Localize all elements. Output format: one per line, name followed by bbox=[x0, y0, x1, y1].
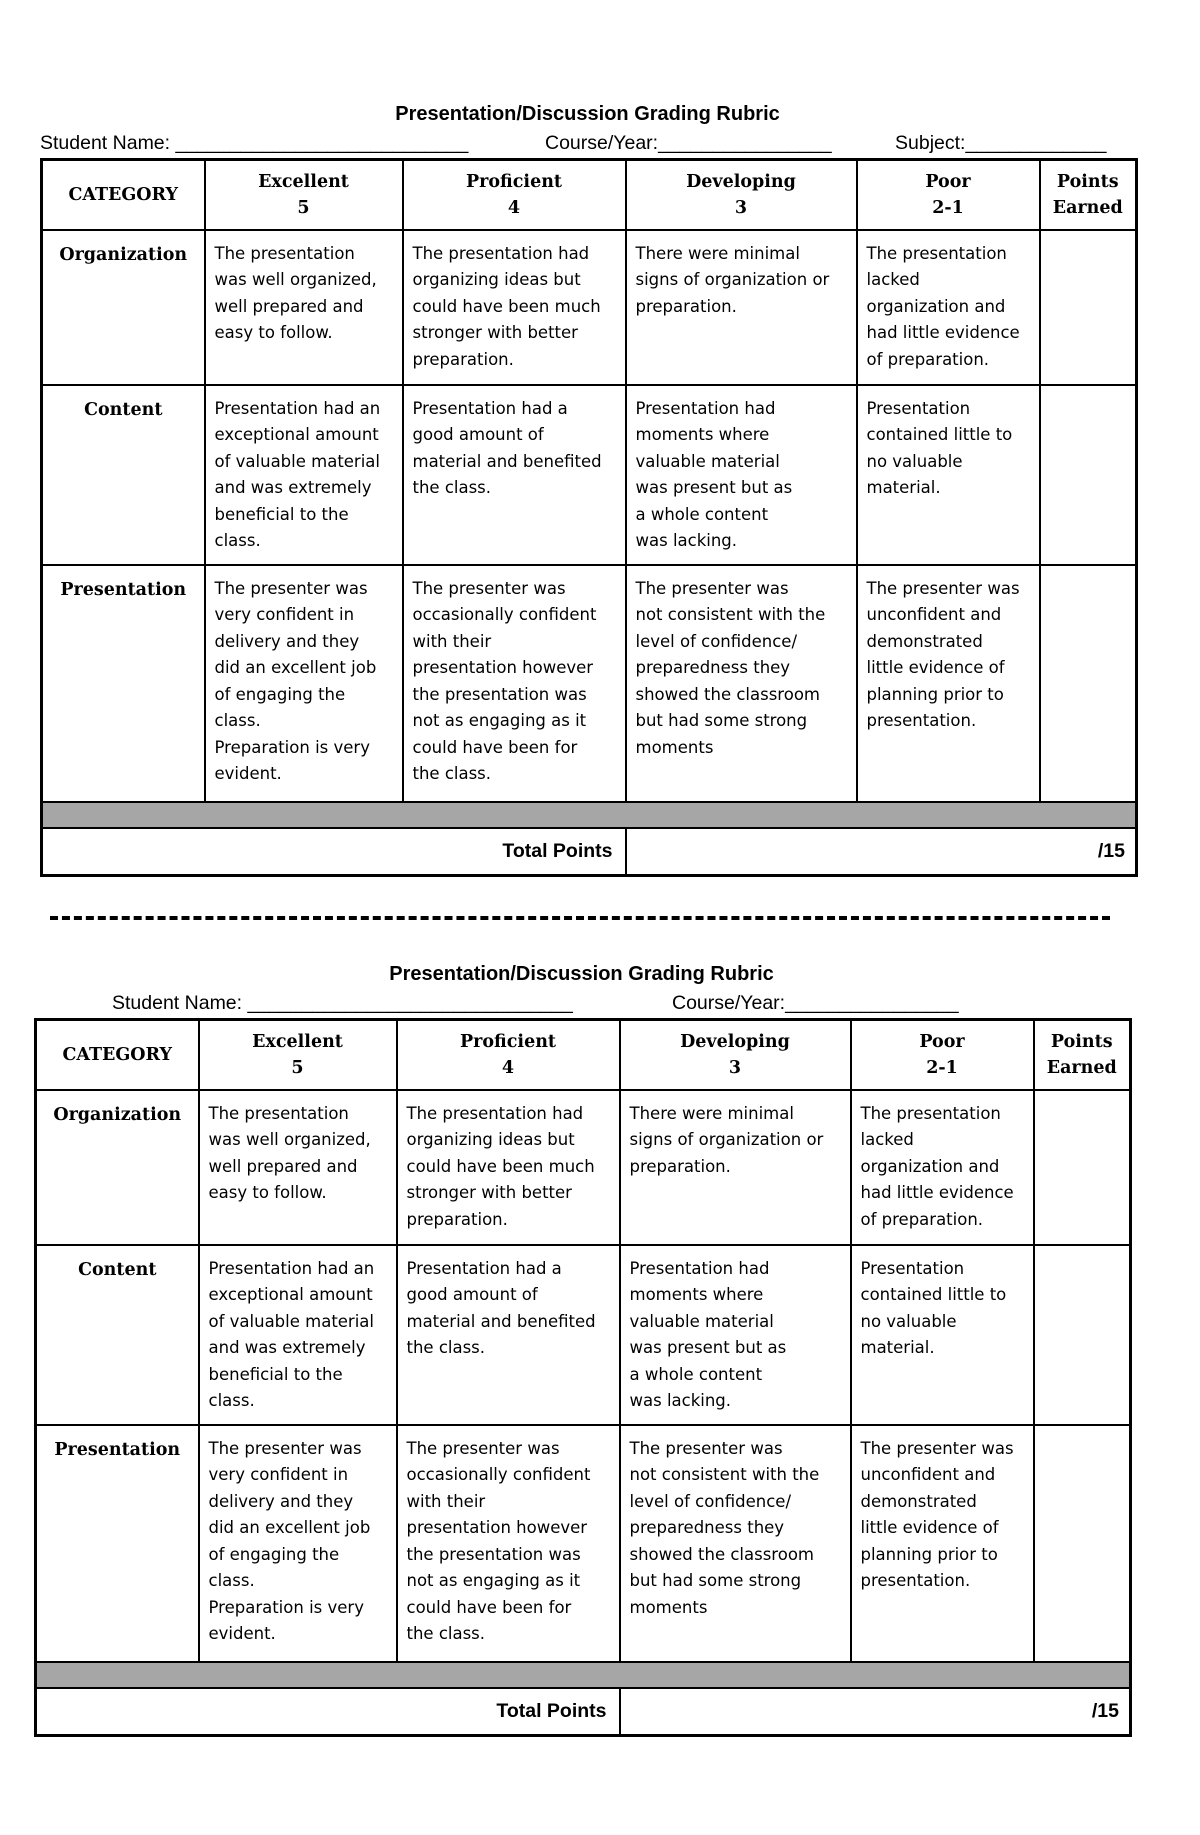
category-presentation: Presentation bbox=[42, 565, 205, 802]
header-points-earned: Points Earned bbox=[1034, 1020, 1131, 1090]
subject-field[interactable]: Subject:_____________ bbox=[895, 132, 1107, 154]
gray-separator bbox=[36, 1662, 1131, 1688]
separator-row bbox=[36, 1662, 1131, 1688]
presentation-excellent: The presenter was very confident in delivery and they did an excellent job of engaging the class. Preparation is very evident. bbox=[199, 1425, 397, 1662]
total-points-label: Total Points bbox=[36, 1688, 620, 1736]
category-organization: Organization bbox=[42, 230, 205, 385]
student-info-line bbox=[40, 128, 1135, 158]
content-proficient: Presentation had a good amount of material and benefited the class. bbox=[397, 1245, 620, 1425]
header-developing: Developing 3 bbox=[620, 1020, 851, 1090]
presentation-poor: The presenter was unconfident and demonstrated little evidence of planning prior to presentation. bbox=[857, 565, 1040, 802]
rubric-table bbox=[34, 1018, 1132, 1737]
rubric-form-top bbox=[40, 100, 1135, 877]
presentation-excellent: The presenter was very confident in delivery and they did an excellent job of engaging the class. Preparation is very evident. bbox=[205, 565, 403, 802]
student-name-field[interactable]: Student Name: ______________________________ bbox=[112, 992, 573, 1014]
header-category: CATEGORY bbox=[36, 1020, 199, 1090]
total-row bbox=[36, 1688, 1131, 1736]
organization-poor: The presentation lacked organization and had little evidence of preparation. bbox=[851, 1090, 1034, 1245]
header-proficient: Proficient 4 bbox=[403, 160, 626, 230]
table-row-organization bbox=[42, 230, 1137, 385]
rubric-form-bottom bbox=[34, 960, 1129, 1737]
student-name-field[interactable]: Student Name: ___________________________ bbox=[40, 132, 469, 154]
content-poor: Presentation contained little to no valuable material. bbox=[851, 1245, 1034, 1425]
category-content: Content bbox=[42, 385, 205, 565]
presentation-developing: The presenter was not consistent with the level of confidence/ preparedness they showed the classroom but had some strong moments bbox=[626, 565, 857, 802]
content-points-cell[interactable] bbox=[1034, 1245, 1131, 1425]
content-excellent: Presentation had an exceptional amount of valuable material and was extremely beneficial to the class. bbox=[199, 1245, 397, 1425]
organization-points-cell[interactable] bbox=[1040, 230, 1137, 385]
table-row-content bbox=[42, 385, 1137, 565]
content-points-cell[interactable] bbox=[1040, 385, 1137, 565]
total-points-value[interactable]: /15 bbox=[620, 1688, 1131, 1736]
category-organization: Organization bbox=[36, 1090, 199, 1245]
header-excellent: Excellent 5 bbox=[199, 1020, 397, 1090]
organization-poor: The presentation lacked organization and had little evidence of preparation. bbox=[857, 230, 1040, 385]
organization-excellent: The presentation was well organized, well prepared and easy to follow. bbox=[199, 1090, 397, 1245]
header-excellent: Excellent 5 bbox=[205, 160, 403, 230]
course-year-field[interactable]: Course/Year:________________ bbox=[672, 992, 959, 1014]
header-points-earned: Points Earned bbox=[1040, 160, 1137, 230]
header-poor: Poor 2-1 bbox=[851, 1020, 1034, 1090]
gray-separator bbox=[42, 802, 1137, 828]
organization-proficient: The presentation had organizing ideas but could have been much stronger with better preparation. bbox=[397, 1090, 620, 1245]
category-content: Content bbox=[36, 1245, 199, 1425]
organization-proficient: The presentation had organizing ideas but could have been much stronger with better preparation. bbox=[403, 230, 626, 385]
organization-excellent: The presentation was well organized, well prepared and easy to follow. bbox=[205, 230, 403, 385]
rubric-title: Presentation/Discussion Grading Rubric bbox=[389, 963, 774, 985]
total-row bbox=[42, 828, 1137, 876]
content-poor: Presentation contained little to no valuable material. bbox=[857, 385, 1040, 565]
category-presentation: Presentation bbox=[36, 1425, 199, 1662]
separator-row bbox=[42, 802, 1137, 828]
organization-developing: There were minimal signs of organization or preparation. bbox=[626, 230, 857, 385]
header-poor: Poor 2-1 bbox=[857, 160, 1040, 230]
presentation-points-cell[interactable] bbox=[1040, 565, 1137, 802]
student-info-line bbox=[34, 988, 1129, 1018]
content-excellent: Presentation had an exceptional amount of valuable material and was extremely beneficial to the class. bbox=[205, 385, 403, 565]
table-row-content bbox=[36, 1245, 1131, 1425]
header-developing: Developing 3 bbox=[626, 160, 857, 230]
table-row-organization bbox=[36, 1090, 1131, 1245]
header-category: CATEGORY bbox=[42, 160, 205, 230]
content-developing: Presentation had moments where valuable material was present but as a whole content was lacking. bbox=[626, 385, 857, 565]
presentation-points-cell[interactable] bbox=[1034, 1425, 1131, 1662]
presentation-poor: The presenter was unconfident and demonstrated little evidence of planning prior to presentation. bbox=[851, 1425, 1034, 1662]
cut-line-divider bbox=[50, 916, 1110, 920]
presentation-proficient: The presenter was occasionally confident with their presentation however the presentation was not as engaging as it could have been for the class. bbox=[397, 1425, 620, 1662]
table-row-presentation bbox=[36, 1425, 1131, 1662]
content-developing: Presentation had moments where valuable material was present but as a whole content was lacking. bbox=[620, 1245, 851, 1425]
presentation-proficient: The presenter was occasionally confident with their presentation however the presentation was not as engaging as it could have been for the class. bbox=[403, 565, 626, 802]
rubric-title: Presentation/Discussion Grading Rubric bbox=[395, 103, 780, 125]
presentation-developing: The presenter was not consistent with the level of confidence/ preparedness they showed the classroom but had some strong moments bbox=[620, 1425, 851, 1662]
header-proficient: Proficient 4 bbox=[397, 1020, 620, 1090]
course-year-field[interactable]: Course/Year:________________ bbox=[545, 132, 832, 154]
table-row-presentation bbox=[42, 565, 1137, 802]
organization-developing: There were minimal signs of organization or preparation. bbox=[620, 1090, 851, 1245]
content-proficient: Presentation had a good amount of material and benefited the class. bbox=[403, 385, 626, 565]
total-points-label: Total Points bbox=[42, 828, 626, 876]
organization-points-cell[interactable] bbox=[1034, 1090, 1131, 1245]
rubric-table bbox=[40, 158, 1138, 877]
total-points-value[interactable]: /15 bbox=[626, 828, 1137, 876]
